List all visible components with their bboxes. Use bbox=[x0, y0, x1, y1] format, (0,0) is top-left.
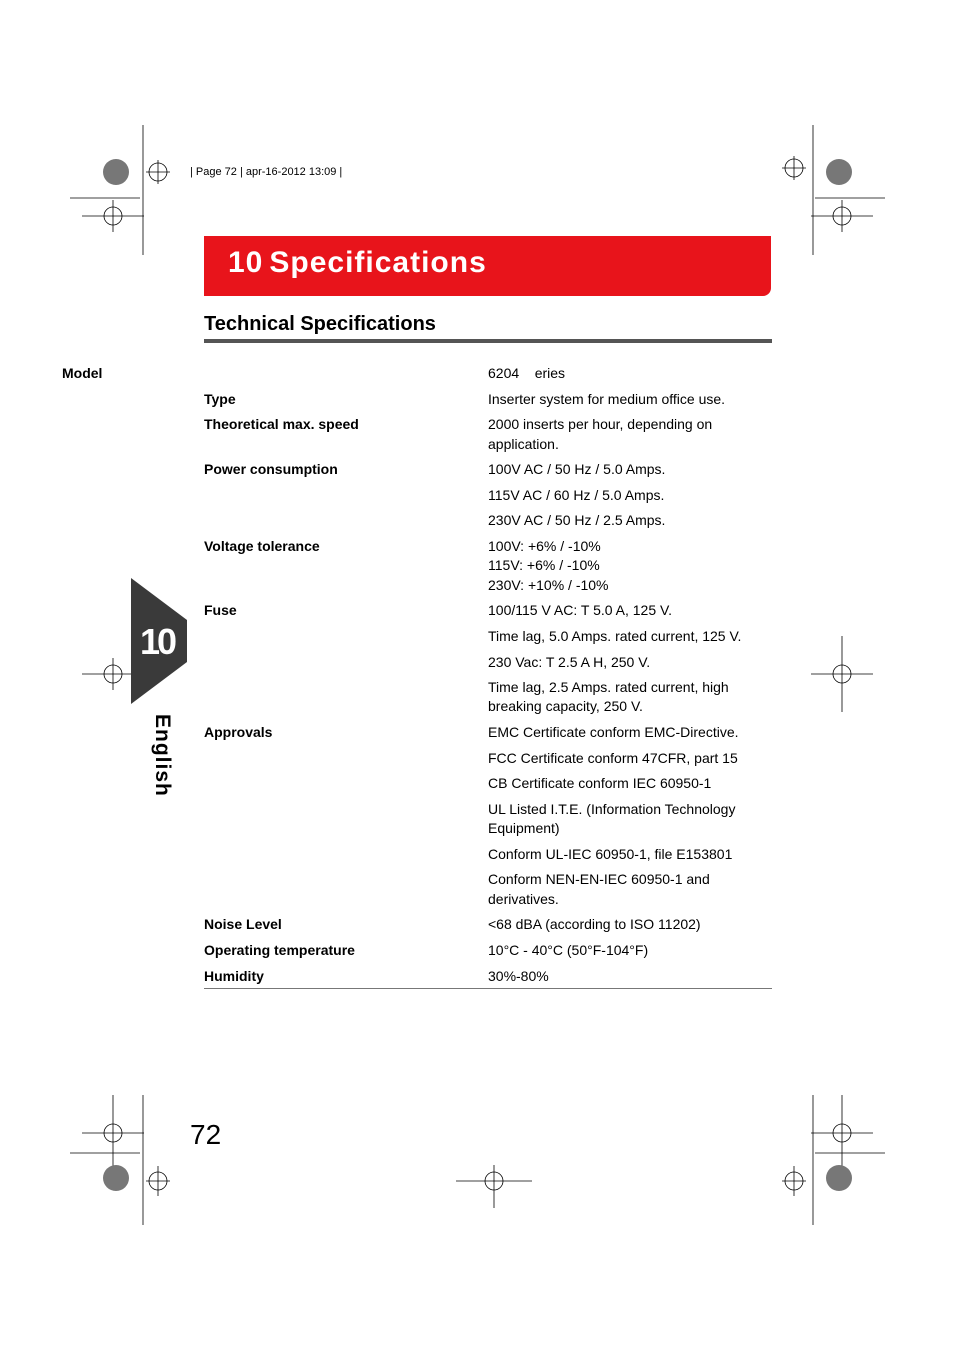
grey-dot-icon bbox=[826, 1165, 852, 1191]
spec-value-fuse: Time lag, 2.5 Amps. rated current, high bbox=[488, 679, 729, 695]
spec-value-type: Inserter system for medium office use. bbox=[488, 391, 726, 407]
spec-value-voltage: 230V: +10% / -10% bbox=[488, 577, 609, 593]
spec-value-approvals: Equipment) bbox=[488, 820, 560, 836]
page-number: 72 bbox=[190, 1119, 222, 1150]
spec-value-humidity: 30%-80% bbox=[488, 968, 549, 984]
spec-value-power: 230V AC / 50 Hz / 2.5 Amps. bbox=[488, 512, 666, 528]
section-title: Technical Specifications bbox=[204, 313, 436, 335]
grey-dot-icon bbox=[103, 159, 129, 185]
spec-label-voltage: Voltage tolerance bbox=[204, 538, 320, 554]
spec-value-fuse: 100/115 V AC: T 5.0 A, 125 V. bbox=[488, 602, 672, 618]
section-rule bbox=[204, 339, 772, 343]
spec-label-fuse: Fuse bbox=[204, 602, 237, 618]
grey-dot-icon bbox=[103, 1165, 129, 1191]
spec-value-approvals: Conform NEN-EN-IEC 60950-1 and bbox=[488, 871, 710, 887]
language-label: English bbox=[151, 714, 174, 797]
spec-label-power: Power consumption bbox=[204, 461, 338, 477]
spec-label-model: Model bbox=[62, 365, 103, 381]
spec-value-temperature: 10°C - 40°C (50°F-104°F) bbox=[488, 942, 649, 958]
spec-value-voltage: 115V: +6% / -10% bbox=[488, 557, 600, 573]
spec-value-noise: <68 dBA (according to ISO 11202) bbox=[488, 916, 701, 932]
print-info-line: | Page 72 | apr-16-2012 13:09 | bbox=[190, 166, 343, 178]
grey-dot-icon bbox=[826, 159, 852, 185]
spec-value-fuse: 230 Vac: T 2.5 A H, 250 V. bbox=[488, 654, 651, 670]
spec-label-noise: Noise Level bbox=[204, 916, 282, 932]
spec-label-temperature: Operating temperature bbox=[204, 942, 355, 958]
spec-label-humidity: Humidity bbox=[204, 968, 264, 984]
spec-label-speed: Theoretical max. speed bbox=[204, 416, 359, 432]
spec-value-speed: application. bbox=[488, 436, 559, 452]
spec-value-approvals: FCC Certificate conform 47CFR, part 15 bbox=[488, 750, 738, 766]
spec-value-approvals: EMC Certificate conform EMC-Directive. bbox=[488, 724, 739, 740]
spec-label-approvals: Approvals bbox=[204, 724, 273, 740]
spec-value-approvals: CB Certificate conform IEC 60950-1 bbox=[488, 775, 712, 791]
spec-value-fuse: Time lag, 5.0 Amps. rated current, 125 V. bbox=[488, 628, 742, 644]
table-bottom-rule bbox=[204, 988, 772, 989]
chapter-title bbox=[228, 243, 487, 283]
chapter-title-text: Specifications bbox=[269, 246, 487, 279]
chapter-tab-number: 10 bbox=[140, 621, 175, 662]
spec-value-model: 6204 eries bbox=[488, 365, 566, 381]
spec-value-speed: 2000 inserts per hour, depending on bbox=[488, 416, 713, 432]
spec-value-approvals: UL Listed I.T.E. (Information Technology bbox=[488, 801, 736, 817]
spec-value-approvals: derivatives. bbox=[488, 891, 559, 907]
spec-value-power: 115V AC / 60 Hz / 5.0 Amps. bbox=[488, 487, 665, 503]
spec-label-type: Type bbox=[204, 391, 236, 407]
spec-value-fuse: breaking capacity, 250 V. bbox=[488, 698, 643, 714]
chapter-number: 10 bbox=[228, 246, 264, 279]
spec-value-voltage: 100V: +6% / -10% bbox=[488, 538, 601, 554]
spec-value-power: 100V AC / 50 Hz / 5.0 Amps. bbox=[488, 461, 666, 477]
spec-value-approvals: Conform UL-IEC 60950-1, file E153801 bbox=[488, 846, 733, 862]
